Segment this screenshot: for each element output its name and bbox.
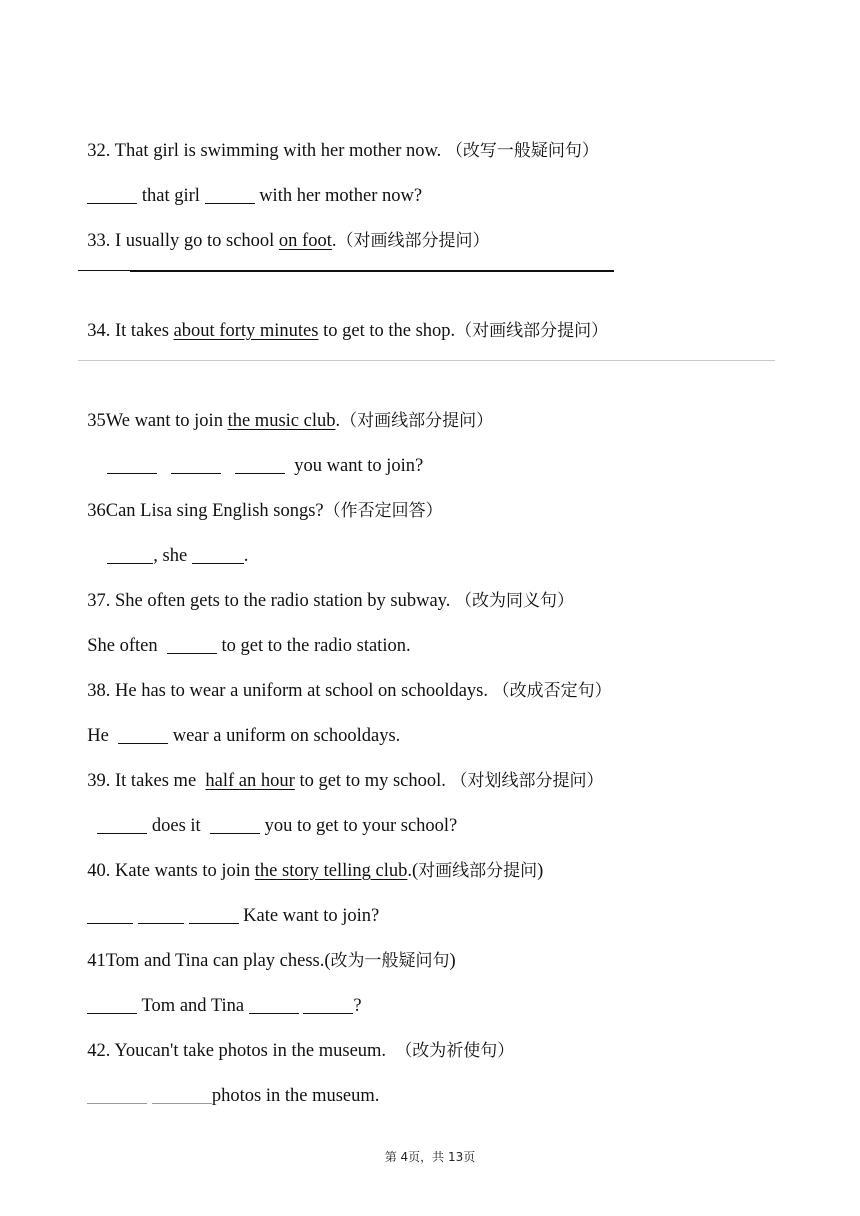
answer-blank[interactable] [97,815,147,834]
answer-blank[interactable] [210,815,260,834]
answer-35 [98,430,423,478]
question-39 [78,745,604,793]
answer-blank[interactable] [87,905,133,924]
underlined-phrase: half an hour [205,771,295,791]
question-33 [78,205,489,253]
question-41 [78,925,456,973]
answer-text: , she [153,546,192,566]
question-text: 36Can Lisa sing English songs? [87,501,324,521]
answer-blank[interactable] [118,725,168,744]
question-text: 35We want to join [87,411,228,431]
question-instruction: 改为一般疑问句 [330,951,450,971]
question-text: 41Tom and Tina can play chess.( [87,951,331,971]
question-text: ) [537,861,544,881]
answer-blank[interactable] [205,185,255,204]
question-34 [78,295,608,343]
question-38 [78,655,612,703]
question-40 [78,835,543,883]
question-text: to get to the shop. [318,321,456,341]
question-instruction: （改为同义句） [454,591,574,611]
answer-text: you want to join? [285,456,424,476]
question-text: 37. She often gets to the radio station by subway. [87,591,455,611]
answer-text: does it [147,816,210,836]
question-text: .( [407,861,419,881]
question-35 [78,385,493,433]
question-text: 40. Kate wants to join [87,861,255,881]
answer-text: wear a uniform on schooldays. [168,726,401,746]
underlined-phrase: on foot [278,231,332,251]
question-32 [78,115,599,163]
question-text: to get to my school. [294,771,451,791]
question-instruction: （改为祈使句） [395,1041,515,1061]
answer-37 [78,610,411,658]
underlined-phrase: the story telling club [254,861,408,881]
question-text: 33. I usually go to school [87,231,279,251]
question-text: 38. He has to wear a uniform at school on schooldays. [87,681,493,701]
answer-32 [78,160,422,208]
answer-blank[interactable] [87,185,137,204]
answer-text: Tom and Tina [137,996,249,1016]
answer-blank[interactable] [107,545,153,564]
answer-text: He [87,726,119,746]
question-instruction: 对画线部分提问 [418,861,538,881]
answer-blank[interactable] [152,1085,212,1104]
answer-39 [88,790,457,838]
answer-42 [78,1060,379,1108]
answer-blank[interactable] [167,635,217,654]
question-text: . [331,231,337,251]
answer-blank[interactable] [235,455,285,474]
answer-line-34[interactable] [78,360,775,361]
question-instruction: （改写一般疑问句） [445,141,599,161]
answer-blank[interactable] [107,455,157,474]
answer-blank[interactable] [138,905,184,924]
question-text: 34. It takes [87,321,174,341]
question-instruction: （对划线部分提问） [450,771,604,791]
answer-38 [78,700,400,748]
question-instruction: （对画线部分提问） [336,231,490,251]
answer-36 [98,520,248,568]
underlined-phrase: about forty minutes [173,321,319,341]
question-36 [78,475,443,523]
answer-blank[interactable] [192,545,244,564]
answer-text: photos in the museum. [211,1086,380,1106]
question-37 [78,565,574,613]
question-text: ) [449,951,456,971]
answer-text: to get to the radio station. [216,636,411,656]
question-text: . [335,411,341,431]
answer-blank[interactable] [171,455,221,474]
question-instruction: （对画线部分提问） [340,411,494,431]
answer-text: with her mother now? [254,186,423,206]
answer-text: you to get to your school? [259,816,458,836]
question-text: 32. That girl is swimming with her mother now. [87,141,446,161]
answer-blank[interactable] [87,1085,147,1104]
answer-blank[interactable] [189,905,239,924]
answer-text: Kate want to join? [238,906,380,926]
answer-blank[interactable] [249,995,299,1014]
answer-text: ? [353,996,362,1016]
answer-blank[interactable] [87,995,137,1014]
question-instruction: （对画线部分提问） [455,321,609,341]
question-42 [78,1015,514,1063]
question-instruction: （改成否定句） [492,681,612,701]
question-text: 39. It takes me [87,771,206,791]
answer-text: that girl [137,186,205,206]
answer-text: She often [87,636,167,656]
question-text: 42. Youcan't take photos in the museum. [87,1041,396,1061]
page-number: 第 4页，共 13页 [384,1150,476,1164]
question-instruction: （作否定回答） [323,501,443,521]
underlined-phrase: the music club [227,411,336,431]
answer-40 [78,880,379,928]
answer-blank[interactable] [303,995,353,1014]
answer-41 [78,970,362,1018]
answer-text: . [243,546,249,566]
